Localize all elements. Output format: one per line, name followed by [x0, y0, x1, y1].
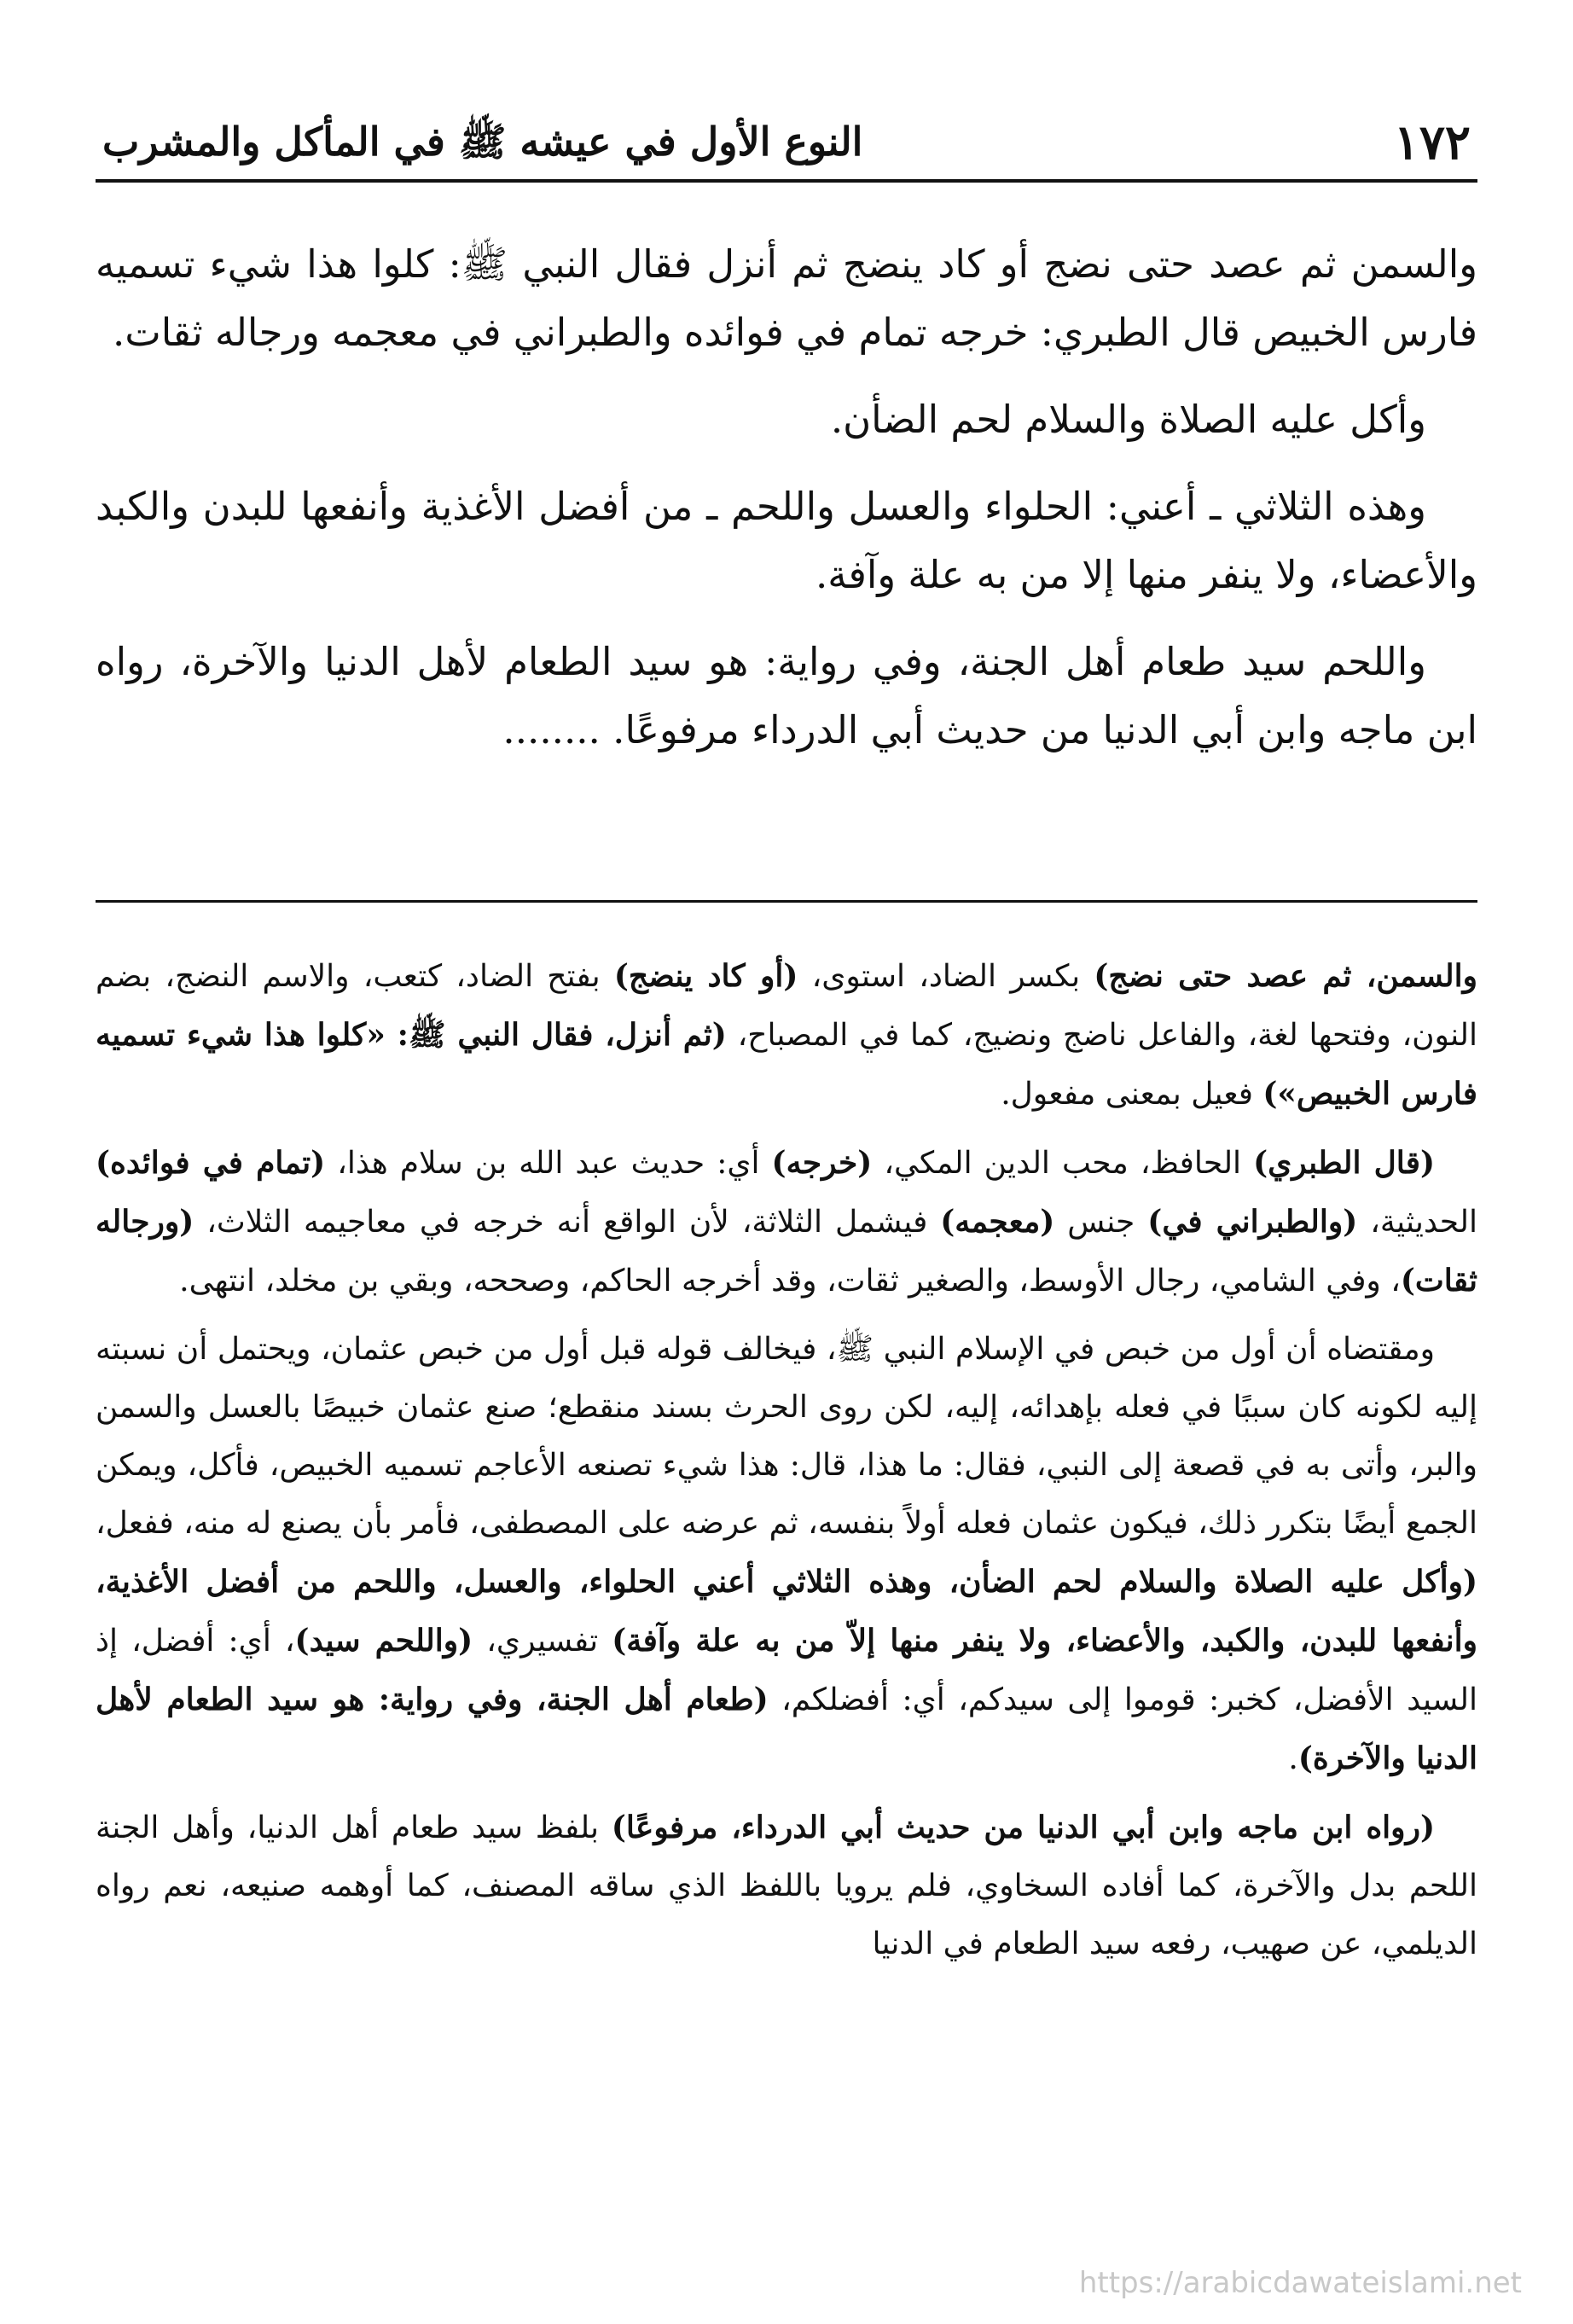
- main-text: [96, 230, 1477, 783]
- quoted-text: (طعام أهل الجنة، وفي رواية: هو سيد الطعام لأهل الدنيا والآخرة): [96, 1682, 1477, 1776]
- quoted-text: (واللحم سيد): [294, 1623, 473, 1659]
- quoted-text: (رواه ابن ماجه وابن أبي الدنيا من حديث أبي الدرداء، مرفوعًا): [611, 1810, 1435, 1845]
- main-paragraph: وأكل عليه الصلاة والسلام لحم الضأن.: [830, 397, 1426, 442]
- main-paragraph: والسمن ثم عصد حتى نضج أو كاد ينضج ثم أنزل فقال النبي ﷺ: كلوا هذا شيء تسميه فارس الخبيص قال الطبري: خرجه تمام في فوائده والطبراني في معجمه ورجاله ثقات.: [96, 241, 1477, 355]
- quoted-text: (ثم أنزل، فقال النبي ﷺ: «كلوا هذا شيء تسميه فارس الخبيص»): [96, 1017, 1477, 1112]
- commentary-paragraph: [96, 1798, 1477, 1973]
- quoted-text: (تمام في فوائده): [96, 1145, 326, 1181]
- quoted-text: (والطبراني في): [1147, 1204, 1358, 1240]
- page-number: ١٧٢: [1393, 114, 1471, 171]
- quoted-text: والسمن، ثم عصد حتى نضج): [1094, 958, 1478, 994]
- commentary-text: ومقتضاه أن أول من خبص في الإسلام النبي ﷺ، فيخالف قوله قبل أول من خبص عثمان، ويحتمل أن نسبته إليه لكونه كان سببًا في فعله بإهدائه، إليه، لكن روى الحرث بسند منقطع؛ صنع عثمان خبيصًا بالعسل والسمن والبر، وأتى به في قصعة إلى النبي، فقال: ما هذا، قال: هذا شيء تصنعه الأعاجم تسميه الخبيص، فأكل، ويمكن الجمع أيضًا بتكرر ذلك، فيكون عثمان فعله أولاً بنفسه، ثم عرضه على المصطفى، فأمر بأن يصنع له منه، ففعل،: [96, 1332, 1477, 1541]
- commentary-text: ، وفي الشامي، رجال الأوسط، والصغير ثقات، وقد أخرجه الحاكم، وصححه، وبقي بن مخلد، انتهى.: [179, 1264, 1401, 1299]
- commentary: [96, 947, 1477, 1984]
- commentary-text: بلفظ سيد طعام أهل الدنيا، وأهل الجنة اللحم بدل والآخرة، كما أفاده السخاوي، فلم يرويا باللفظ الذي ساقه المصنف، كما أوهمه صنيعه، نعم رواه الديلمي، عن صهيب، رفعه سيد الطعام في الدنيا: [96, 1810, 1477, 1961]
- commentary-text: الحديثية،: [1357, 1205, 1478, 1240]
- header-rule: [96, 179, 1477, 183]
- watermark-url: https://arabicdawateislami.net: [1078, 2266, 1522, 2300]
- quoted-text: (معجمه): [940, 1204, 1055, 1240]
- commentary-text: بكسر الضاد، استوى،: [798, 959, 1094, 994]
- commentary-text: .: [1288, 1741, 1298, 1776]
- main-paragraph: واللحم سيد طعام أهل الجنة، وفي رواية: هو سيد الطعام لأهل الدنيا والآخرة، رواه ابن ماجه وابن أبي الدنيا من حديث أبي الدرداء مرفوعًا. ........: [96, 639, 1477, 752]
- quoted-text: (ورجاله ثقات): [96, 1204, 1477, 1299]
- commentary-text: تفسيري،: [473, 1624, 612, 1659]
- running-title: النوع الأول في عيشه ﷺ في المأكل والمشرب: [102, 119, 863, 165]
- page-header: [96, 107, 1477, 183]
- commentary-divider: [96, 900, 1477, 903]
- commentary-text: ، أي: أفضل، إذ السيد الأفضل، كخبر: قوموا إلى سيدكم، أي: أفضلكم،: [96, 1624, 1477, 1717]
- commentary-text: بفتح الضاد، كتعب، والاسم النضج، بضم النون، وفتحها لغة، والفاعل ناضج ونضيج، كما في المصباح،: [96, 959, 1477, 1053]
- commentary-text: أي: حديث عبد الله بن سلام هذا،: [325, 1146, 772, 1181]
- commentary-text: فعيل بمعنى مفعول.: [1001, 1077, 1263, 1112]
- commentary-paragraph: [96, 1134, 1477, 1310]
- main-paragraph: وهذه الثلاثي ـ أعني: الحلواء والعسل واللحم ـ من أفضل الأغذية وأنفعها للبدن والكبد والأعضاء، ولا ينفر منها إلا من به علة وآفة.: [96, 484, 1477, 597]
- commentary-text: الحافظ، محب الدين المكي،: [872, 1146, 1254, 1181]
- commentary-paragraph: [96, 1321, 1477, 1788]
- quoted-text: (خرجه): [771, 1145, 873, 1181]
- commentary-text: جنس: [1054, 1205, 1148, 1240]
- quoted-text: (أو كاد ينضج): [613, 958, 798, 994]
- quoted-text: (وأكل عليه الصلاة والسلام لحم الضأن، وهذه الثلاثي أعني الحلواء، والعسل، واللحم من أفضل الأغذية، وأنفعها للبدن، والكبد، والأعضاء، ولا ينفر منها إلاّ من به علة وآفة): [96, 1564, 1477, 1659]
- commentary-paragraph: [96, 947, 1477, 1124]
- commentary-text: فيشمل الثلاثة، لأن الواقع أنه خرجه في معاجيمه الثلاث،: [194, 1205, 941, 1240]
- quoted-text: (قال الطبري): [1253, 1145, 1435, 1181]
